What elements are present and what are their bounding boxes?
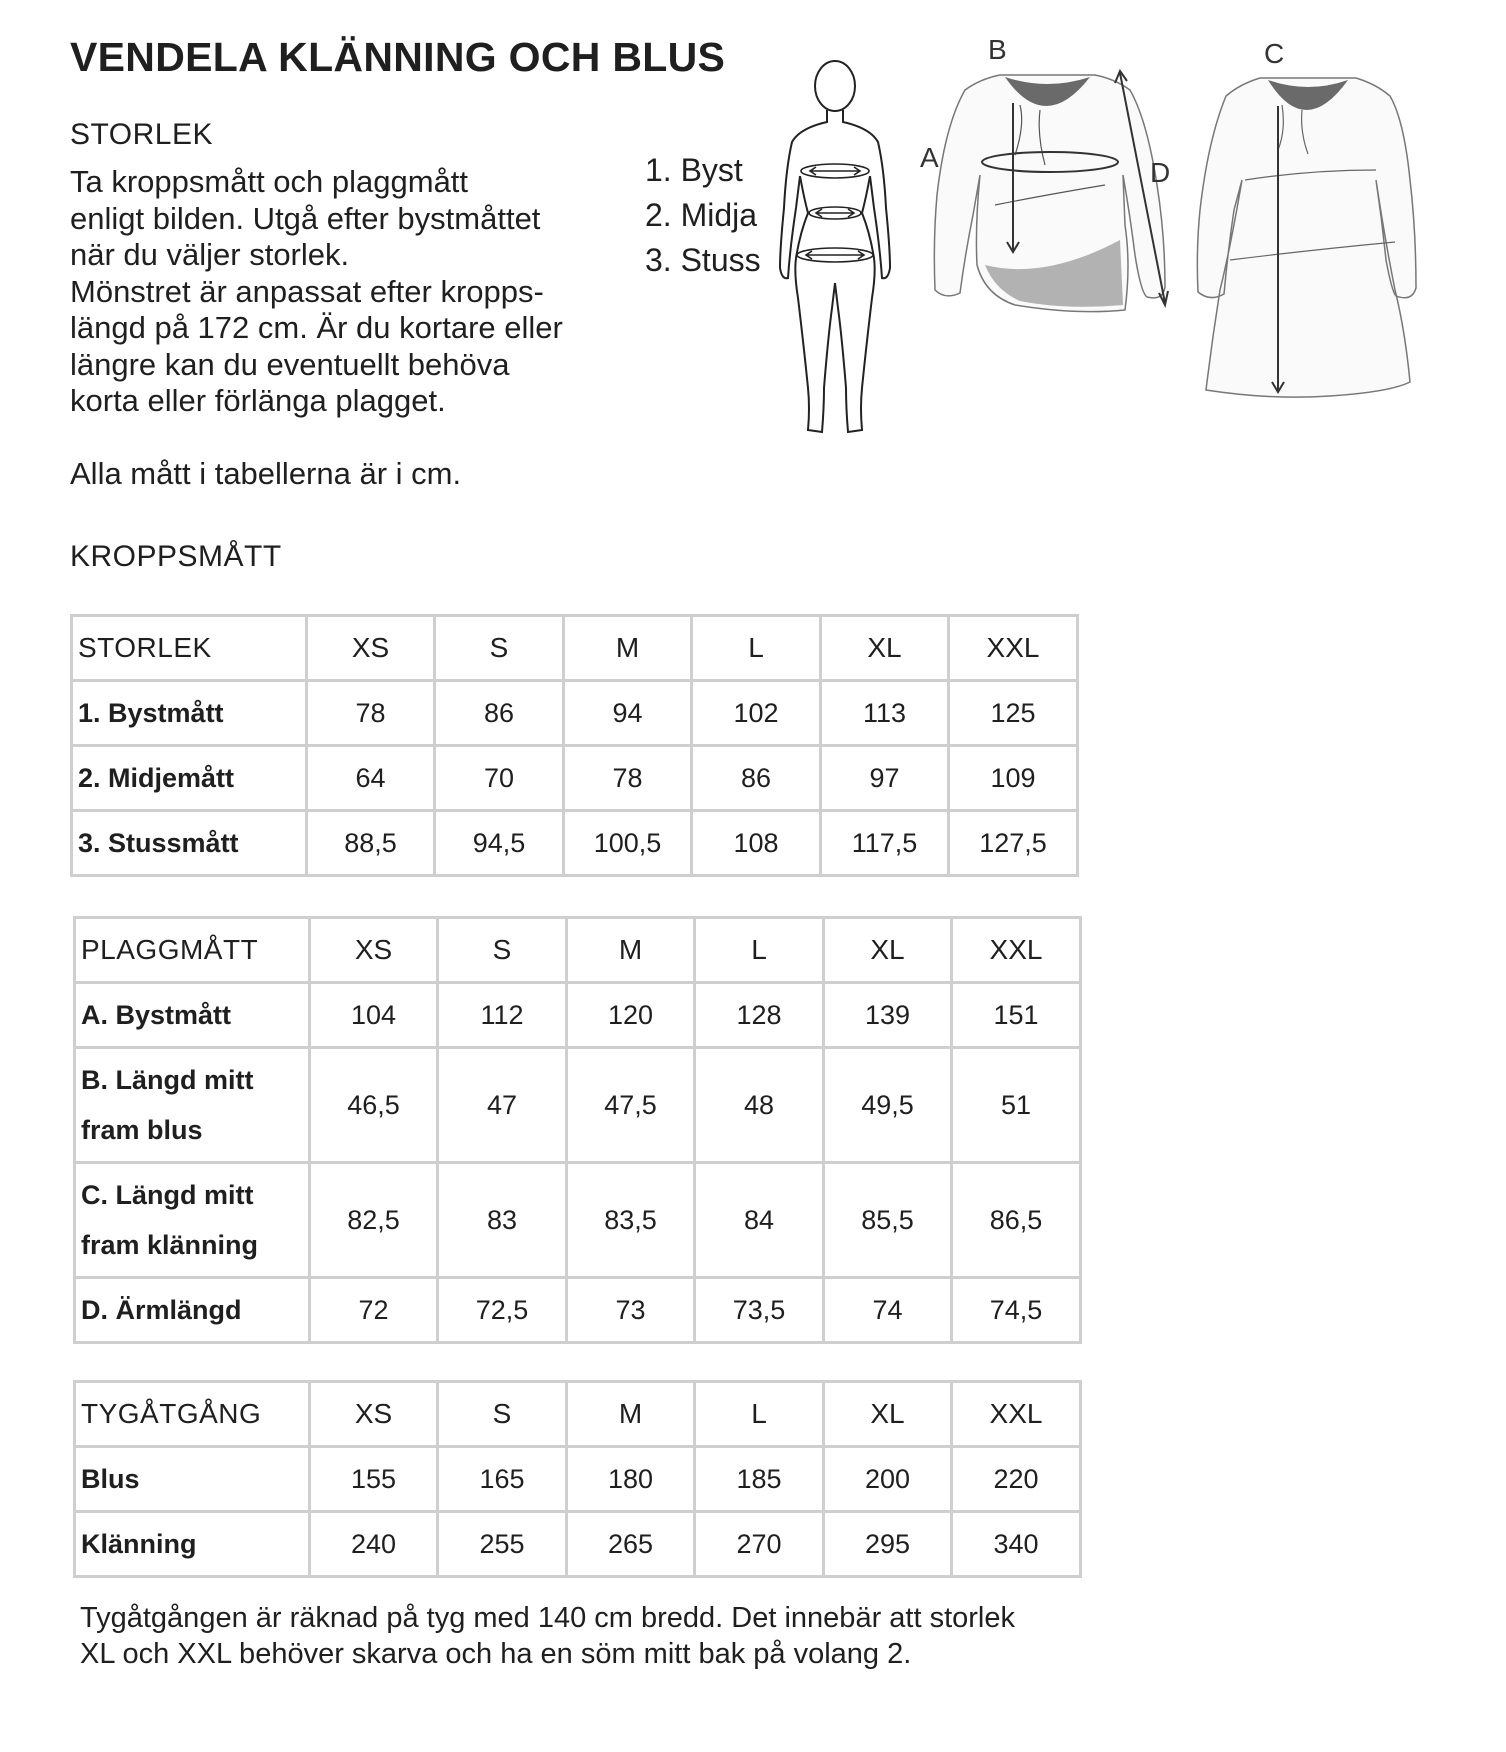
intro-line: när du väljer storlek.	[70, 237, 350, 272]
row-label-line: B. Längd mitt	[81, 1065, 254, 1095]
table-cell: 340	[952, 1512, 1081, 1577]
header-cell: S	[435, 616, 564, 681]
header-cell: XL	[824, 918, 952, 983]
row-label	[75, 1048, 310, 1163]
intro-line: längd på 172 cm. Är du kortare eller	[70, 310, 563, 345]
table-cell: 127,5	[949, 811, 1078, 876]
table-row	[72, 681, 1078, 746]
blouse-illustration	[925, 65, 1175, 315]
row-label-line: fram klänning	[81, 1230, 259, 1260]
table-cell: 86	[692, 746, 821, 811]
row-label-line: C. Längd mitt	[81, 1180, 254, 1210]
table-cell: 78	[564, 746, 692, 811]
table-cell: 47,5	[567, 1048, 695, 1163]
table-cell: 70	[435, 746, 564, 811]
table-cell: 240	[310, 1512, 438, 1577]
table-cell: 120	[567, 983, 695, 1048]
header-cell: M	[567, 1382, 695, 1447]
units-note: Alla mått i tabellerna är i cm.	[70, 456, 462, 491]
intro-line: korta eller förlänga plagget.	[70, 383, 446, 418]
table-cell: 125	[949, 681, 1078, 746]
header-cell: XS	[307, 616, 435, 681]
table-cell: 104	[310, 983, 438, 1048]
table-cell: 155	[310, 1447, 438, 1512]
table-cell: 108	[692, 811, 821, 876]
body-measurements-heading: KROPPSMÅTT	[70, 540, 282, 573]
header-cell: L	[692, 616, 821, 681]
header-cell: M	[567, 918, 695, 983]
table-cell: 97	[821, 746, 949, 811]
table-header-row	[75, 918, 1081, 983]
header-cell: L	[695, 1382, 824, 1447]
table-cell: 180	[567, 1447, 695, 1512]
table-cell: 295	[824, 1512, 952, 1577]
row-label: Blus	[75, 1447, 310, 1512]
row-label: Klänning	[75, 1512, 310, 1577]
intro-line: enligt bilden. Utgå efter bystmåttet	[70, 200, 541, 236]
header-cell: TYGÅTGÅNG	[75, 1382, 310, 1447]
header-cell: XS	[310, 918, 438, 983]
table-cell: 51	[952, 1048, 1081, 1163]
table-row	[75, 1278, 1081, 1343]
table-cell: 82,5	[310, 1163, 438, 1278]
table-cell: 85,5	[824, 1163, 952, 1278]
table-cell: 102	[692, 681, 821, 746]
label-d: D	[1150, 157, 1171, 188]
table-row	[75, 1048, 1081, 1163]
fabric-consumption-table	[73, 1380, 1082, 1578]
table-cell: 46,5	[310, 1048, 438, 1163]
table-cell: 185	[695, 1447, 824, 1512]
table-cell: 72,5	[438, 1278, 567, 1343]
legend-hip: 3. Stuss	[645, 242, 761, 278]
table-cell: 49,5	[824, 1048, 952, 1163]
body-measurements-table	[70, 614, 1079, 877]
header-cell: XXL	[952, 1382, 1081, 1447]
row-label: A. Bystmått	[75, 983, 310, 1048]
table-cell: 48	[695, 1048, 824, 1163]
intro-line: längre kan du eventuellt behöva	[70, 346, 510, 382]
table-cell: 86,5	[952, 1163, 1081, 1278]
label-a: A	[920, 142, 939, 173]
intro-text	[70, 164, 610, 420]
legend-bust: 1. Byst	[645, 152, 743, 188]
header-cell: S	[438, 918, 567, 983]
legend-waist: 2. Midja	[645, 197, 758, 233]
table-cell: 47	[438, 1048, 567, 1163]
table-cell: 73,5	[695, 1278, 824, 1343]
header-cell: XXL	[949, 616, 1078, 681]
table-cell: 100,5	[564, 811, 692, 876]
footnote-line: XL och XXL behöver skarva och ha en söm mitt bak på volang 2.	[80, 1638, 912, 1670]
garment-measurements-table	[73, 916, 1082, 1344]
label-c: C	[1264, 38, 1285, 69]
dress-illustration	[1190, 70, 1430, 405]
row-label: 3. Stussmått	[72, 811, 307, 876]
row-label-line: fram blus	[81, 1115, 203, 1145]
page-title: VENDELA KLÄNNING OCH BLUS	[70, 34, 726, 80]
label-b: B	[988, 34, 1007, 65]
table-cell: 72	[310, 1278, 438, 1343]
table-header-row	[75, 1382, 1081, 1447]
table-cell: 220	[952, 1447, 1081, 1512]
table-cell: 165	[438, 1447, 567, 1512]
table-row	[75, 1447, 1081, 1512]
table-cell: 83,5	[567, 1163, 695, 1278]
table-cell: 88,5	[307, 811, 435, 876]
header-cell: STORLEK	[72, 616, 307, 681]
header-cell: XXL	[952, 918, 1081, 983]
table-cell: 109	[949, 746, 1078, 811]
row-label: 2. Midjemått	[72, 746, 307, 811]
table-cell: 200	[824, 1447, 952, 1512]
row-label	[75, 1163, 310, 1278]
table-row	[75, 983, 1081, 1048]
table-cell: 73	[567, 1278, 695, 1343]
header-cell: XL	[821, 616, 949, 681]
intro-line: Ta kroppsmått och plaggmått	[70, 164, 469, 199]
table-row	[75, 1512, 1081, 1577]
table-cell: 112	[438, 983, 567, 1048]
size-heading: STORLEK	[70, 118, 213, 151]
table-cell: 78	[307, 681, 435, 746]
row-label: 1. Bystmått	[72, 681, 307, 746]
table-cell: 151	[952, 983, 1081, 1048]
header-cell: L	[695, 918, 824, 983]
intro-line: Mönstret är anpassat efter kropps-	[70, 273, 544, 309]
table-row	[75, 1163, 1081, 1278]
table-row	[72, 811, 1078, 876]
table-cell: 74	[824, 1278, 952, 1343]
header-cell: PLAGGMÅTT	[75, 918, 310, 983]
table-cell: 265	[567, 1512, 695, 1577]
table-cell: 139	[824, 983, 952, 1048]
table-cell: 94	[564, 681, 692, 746]
table-cell: 86	[435, 681, 564, 746]
table-cell: 117,5	[821, 811, 949, 876]
measurement-legend	[645, 148, 761, 283]
row-label: D. Ärmlängd	[75, 1278, 310, 1343]
table-cell: 74,5	[952, 1278, 1081, 1343]
table-cell: 64	[307, 746, 435, 811]
body-figure-illustration	[770, 58, 900, 443]
table-header-row	[72, 616, 1078, 681]
table-cell: 270	[695, 1512, 824, 1577]
table-row	[72, 746, 1078, 811]
header-cell: XS	[310, 1382, 438, 1447]
footnote-line: Tygåtgången är räknad på tyg med 140 cm bredd. Det innebär att storlek	[80, 1602, 1015, 1634]
table-cell: 113	[821, 681, 949, 746]
fabric-footnote	[80, 1600, 1180, 1672]
header-cell: M	[564, 616, 692, 681]
table-cell: 128	[695, 983, 824, 1048]
table-cell: 84	[695, 1163, 824, 1278]
table-cell: 94,5	[435, 811, 564, 876]
header-cell: S	[438, 1382, 567, 1447]
header-cell: XL	[824, 1382, 952, 1447]
table-cell: 83	[438, 1163, 567, 1278]
table-cell: 255	[438, 1512, 567, 1577]
